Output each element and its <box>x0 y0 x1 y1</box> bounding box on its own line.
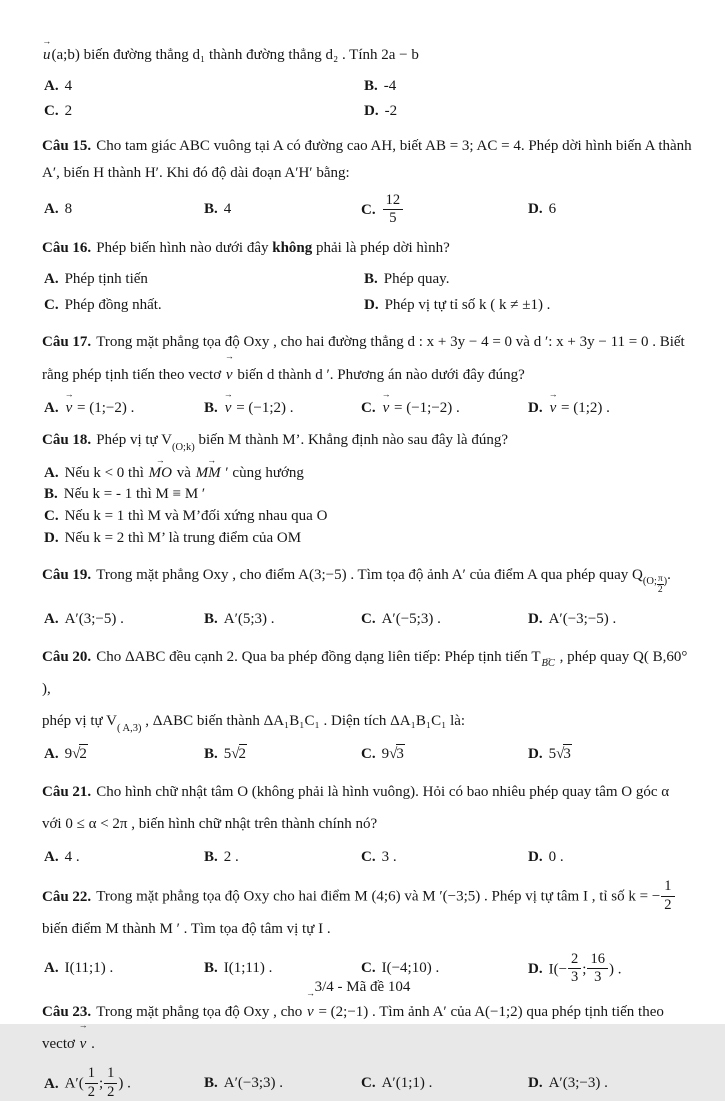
radical-icon: √ <box>556 746 564 763</box>
option-b: B. 5√2 <box>204 746 246 763</box>
option-a: A. 9√2 <box>44 746 87 763</box>
option-a: A. 4 <box>44 77 73 94</box>
vector-v: v → <box>65 397 74 420</box>
radical-icon: √ <box>231 746 239 763</box>
question-text: Câu 15. Cho tam giác ABC vuông tại A có đường cao AH, biết AB = 3; AC = 4. Phép dời hình biến A thành A′, biến H thành H′. Khi đó độ dài đoạn A′H′ bằng: <box>42 137 692 181</box>
radical-icon: √ <box>389 746 397 763</box>
fraction: $\frac{2}{3}$ <box>568 952 581 986</box>
option-d: D. -2 <box>364 103 398 119</box>
option-b: B. A′(−3;3) . <box>204 1075 283 1092</box>
question-text: Câu 17. Trong mặt phẳng tọa độ Oxy , cho hai đường thẳng d : x + 3y − 4 = 0 và d ′: x + 3y − 11 = 0 . Biết rằng phép tịnh tiến theo vectơ v → biến d thành d ′. Phương án nào dưới đây đúng? <box>42 326 697 391</box>
option-d: D. 6 <box>528 201 557 218</box>
option-b: B. Phép quay. <box>364 271 450 288</box>
vector-MM-prime: MM ′ → <box>195 463 229 485</box>
vector-v: v → <box>224 397 233 420</box>
option-a: A. I(11;1) . <box>44 960 114 977</box>
question-14-options-row-1 <box>44 75 697 98</box>
option-a: A. 8 <box>44 201 73 218</box>
option-d: D. 5√3 <box>528 746 571 763</box>
subscript: ( A,3) <box>116 722 142 734</box>
vector-v: v → <box>225 359 234 391</box>
vector-v: v → <box>382 397 391 420</box>
question-text: Câu 19. Trong mặt phẳng Oxy , cho điểm A(3;−5) . Tìm tọa độ ảnh A′ của điểm A qua phép quay $Q_{(O; \frac{\pi}{2} )}$. <box>42 566 671 595</box>
option-a: A. 4 . <box>44 849 80 866</box>
question-19 <box>42 564 697 631</box>
option-a: A. A′( $\frac{1}{2}$ ; $\frac{1}{2}$ ) . <box>44 1065 131 1100</box>
option-d: D. Nếu k = 2 thì M’ là trung điểm của OM <box>44 529 302 546</box>
question-text: Câu 20. Cho ΔABC đều cạnh 2. Qua ba phép đồng dạng liên tiếp: Phép tịnh tiến $T_{BC}$ → , phép quay Q( B,60° ), phép vị tự $V_{( A,3)}$ , ΔABC biến thành ΔA₁B₁C₁ . Diện tích ΔA₁B₁C₁ là: <box>42 641 697 738</box>
option-b: B. -4 <box>364 77 397 94</box>
question-text: Câu 23. Trong mặt phẳng tọa độ Oxy , cho v → = (2;−1) . Tìm ảnh A′ của A(−1;2) qua phép tịnh tiến theo vectơ v → . <box>42 996 697 1061</box>
vector-v: v → <box>549 397 558 420</box>
question-text: Câu 16. Phép biến hình nào dưới đây không phải là phép dời hình? <box>42 239 450 256</box>
option-d: D. A′(3;−3) . <box>528 1075 608 1092</box>
option-b: B. v → = (−1;2) . <box>204 397 361 420</box>
question-16 <box>42 237 697 317</box>
option-c: C. v → = (−1;−2) . <box>361 397 528 420</box>
subscript-BC-vector <box>541 658 556 669</box>
vector-u: u → <box>42 44 52 67</box>
question-text: Câu 21. Cho hình chữ nhật tâm O (không phải là hình vuông). Hỏi có bao nhiêu phép quay tâm O góc α với 0 ≤ α < 2π , biến hình chữ nhật trên thành chính nó? <box>42 783 670 833</box>
option-c: C. A′(1;1) . <box>361 1075 433 1092</box>
option-b: B. Nếu k = - 1 thì M ≡ M ′ <box>44 486 206 503</box>
question-14-options-row-2 <box>44 100 697 123</box>
fraction: $\frac{1}{2}$ <box>104 1066 117 1100</box>
subscript: (O; π 2 ) <box>642 573 668 595</box>
question-17 <box>42 326 697 419</box>
option-c: C. $\frac{12}{5}$ <box>361 193 528 227</box>
option-c: C. Nếu k = 1 thì M và M’đối xứng nhau qua O <box>44 508 328 525</box>
vector-BC: $_{BC}$ → <box>541 659 556 670</box>
options-row <box>44 846 697 869</box>
option-c: C. 9√3 <box>361 746 404 763</box>
question-text: (a;b) biến đường thẳng d₁ thành đường thẳng d₂ . Tính 2a − b <box>51 47 419 63</box>
page-footer: 3/4 - Mã đề 104 <box>314 978 411 995</box>
option-c: C. I(−4;10) . <box>361 960 440 977</box>
question-14-continuation <box>42 44 697 67</box>
option-a: A. Nếu k < 0 thì MO → và MM ′ → cùng hướng <box>44 463 697 485</box>
question-text: Câu 18. Phép vị tự $V_{(O;k)}$ biến M thành M’. Khẳng định nào sau đây là đúng? <box>42 432 508 454</box>
vector-v: v → <box>306 996 315 1028</box>
option-d: D. I(− $\frac{2}{3}$ ; $\frac{16}{3}$ ) . <box>528 950 622 986</box>
option-c: C. 2 <box>44 103 73 119</box>
options-row <box>44 743 697 766</box>
options-row <box>44 397 697 420</box>
fraction: $\frac{1}{2}$ <box>661 879 674 913</box>
options-row <box>44 1066 697 1100</box>
question-text: Câu 22. Trong mặt phẳng tọa độ Oxy cho hai điểm M (4;6) và M ′(−3;5) . Phép vị tự tâm I , tỉ số k = − $\frac{1}{2}$ biến điểm M thành M ′ . Tìm tọa độ tâm vị tự I . <box>42 879 697 946</box>
fraction: $\frac{1}{2}$ <box>85 1066 98 1100</box>
question-23 <box>42 996 697 1101</box>
option-c: C. Phép đồng nhất. <box>44 296 162 313</box>
radical-icon: √ <box>72 746 80 763</box>
question-20 <box>42 641 697 766</box>
fraction: $\frac{12}{5}$ <box>383 193 404 227</box>
option-b: B. 4 <box>204 201 232 218</box>
option-d: D. Phép vị tự tỉ số k ( k ≠ ±1) . <box>364 296 551 313</box>
vector-MO: MO → <box>148 463 173 485</box>
option-d: D. v → = (1;2) . <box>528 397 697 420</box>
pi-over-2-fraction: $\frac{\pi}{2}$ <box>657 573 663 595</box>
fraction: $\frac{16}{3}$ <box>587 952 608 986</box>
option-b: B. 2 . <box>204 849 239 866</box>
option-a: A. Phép tịnh tiến <box>44 271 148 288</box>
options-row-2 <box>44 294 697 317</box>
option-d: D. A′(−3;−5) . <box>528 611 617 628</box>
options-row <box>44 193 697 227</box>
option-a: A. A′(3;−5) . <box>44 611 124 628</box>
question-18 <box>42 429 697 549</box>
option-b: B. I(1;11) . <box>204 960 273 977</box>
options-row-1 <box>44 268 697 291</box>
options-row <box>44 608 697 631</box>
question-15 <box>42 133 697 227</box>
options-list <box>44 463 697 550</box>
option-a: A. v → = (1;−2) . <box>44 397 204 420</box>
option-c: C. A′(−5;3) . <box>361 611 441 628</box>
option-c: C. 3 . <box>361 849 397 866</box>
question-22 <box>42 879 697 986</box>
vector-v: v → <box>79 1028 88 1060</box>
option-b: B. A′(5;3) . <box>204 611 275 628</box>
option-d: D. 0 . <box>528 849 564 866</box>
subscript: (O;k) <box>171 442 195 454</box>
question-21 <box>42 776 697 869</box>
